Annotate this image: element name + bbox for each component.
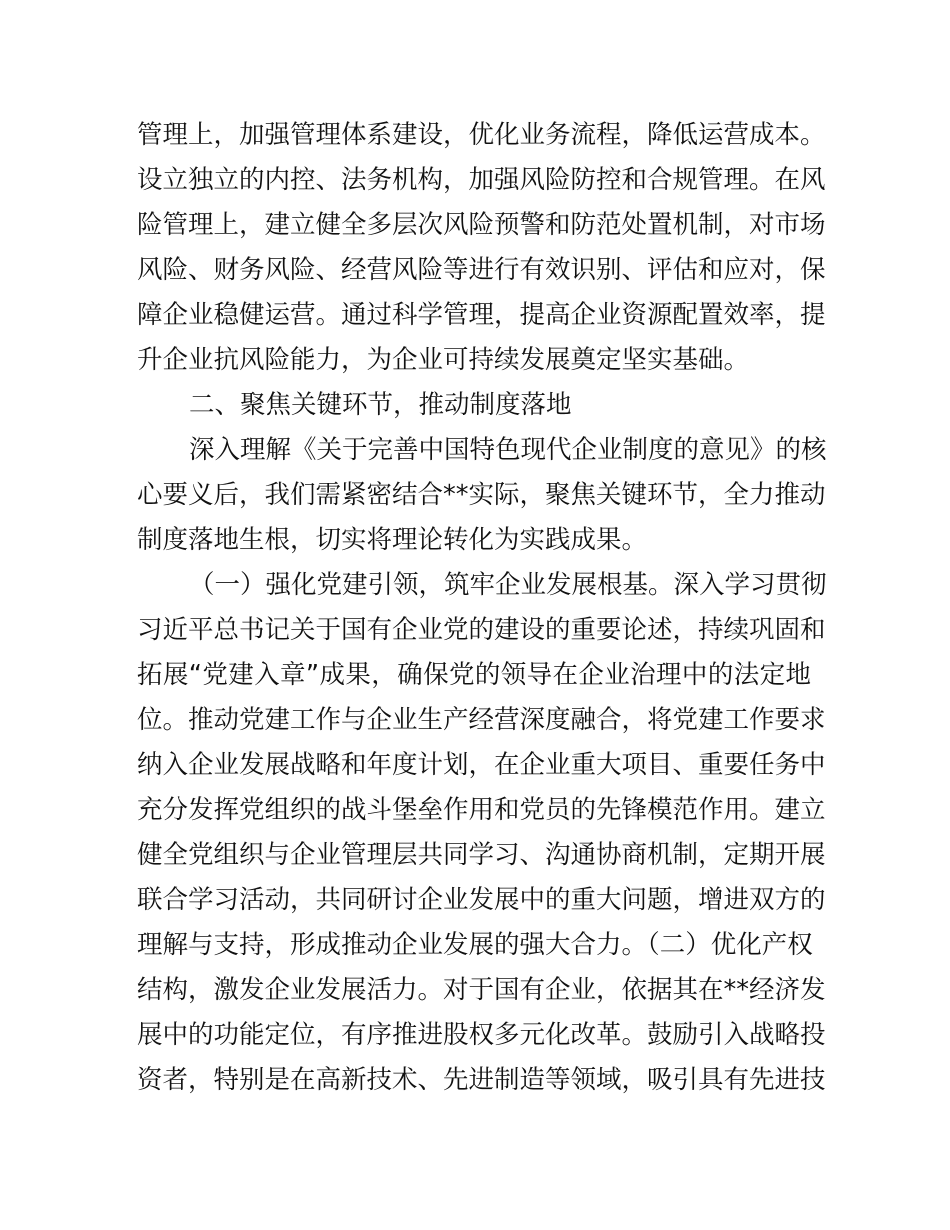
text-line: 习近平总书记关于国有企业党的建设的重要论述，持续巩固和 (137, 615, 826, 645)
document-page (137, 113, 827, 1103)
section-heading (137, 383, 811, 428)
text-line: 管理上，加强管理体系建设，优化业务流程，降低运营成本。 (137, 120, 826, 150)
text-line: 位。推动党建工作与企业生产经营深度融合，将党建工作要求 (137, 705, 826, 735)
text-line: 展中的功能定位，有序推进股权多元化改革。鼓励引入战略投 (137, 1020, 826, 1050)
text-line: 设立独立的内控、法务机构，加强风险防控和合规管理。在风 (137, 165, 826, 195)
text-line: 拓展“党建入章”成果，确保党的领导在企业治理中的法定地 (137, 660, 811, 690)
text-line: 深入理解《关于完善中国特色现代企业制度的意见》的核 (189, 435, 827, 465)
paragraph-risk-management (137, 113, 826, 383)
text-line: 健全党组织与企业管理层共同学习、沟通协商机制，定期开展 (137, 840, 826, 870)
text-line: 充分发挥党组织的战斗堡垒作用和党员的先锋模范作用。建立 (137, 795, 826, 825)
paragraph-intro (137, 428, 827, 563)
text-line: 理解与支持，形成推动企业发展的强大合力。（二）优化产权 (137, 930, 813, 960)
text-line: 资者，特别是在高新技术、先进制造等领域，吸引具有先进技 (137, 1065, 826, 1095)
text-line: 制度落地生根，切实将理论转化为实践成果。 (137, 525, 648, 555)
text-line: 险管理上，建立健全多层次风险预警和防范处置机制，对市场 (137, 210, 826, 240)
text-line: 障企业稳健运营。通过科学管理，提高企业资源配置效率，提 (137, 300, 826, 330)
text-line: 结构，激发企业发展活力。对于国有企业，依据其在**经济发 (137, 975, 826, 1005)
text-line: 风险、财务风险、经营风险等进行有效识别、评估和应对，保 (137, 255, 826, 285)
text-line: 心要义后，我们需紧密结合**实际，聚焦关键环节，全力推动 (137, 480, 826, 510)
text-line: （一）强化党建引领，筑牢企业发展根基。深入学习贯彻 (189, 570, 827, 600)
text-line: 联合学习活动，共同研讨企业发展中的重大问题，增进双方的 (137, 885, 826, 915)
paragraph-party-building (137, 563, 827, 1103)
text-line: 升企业抗风险能力，为企业可持续发展奠定坚实基础。 (137, 345, 750, 375)
section-heading-text: 二、聚焦关键环节，推动制度落地 (189, 390, 572, 420)
text-line: 纳入企业发展战略和年度计划，在企业重大项目、重要任务中 (137, 750, 826, 780)
